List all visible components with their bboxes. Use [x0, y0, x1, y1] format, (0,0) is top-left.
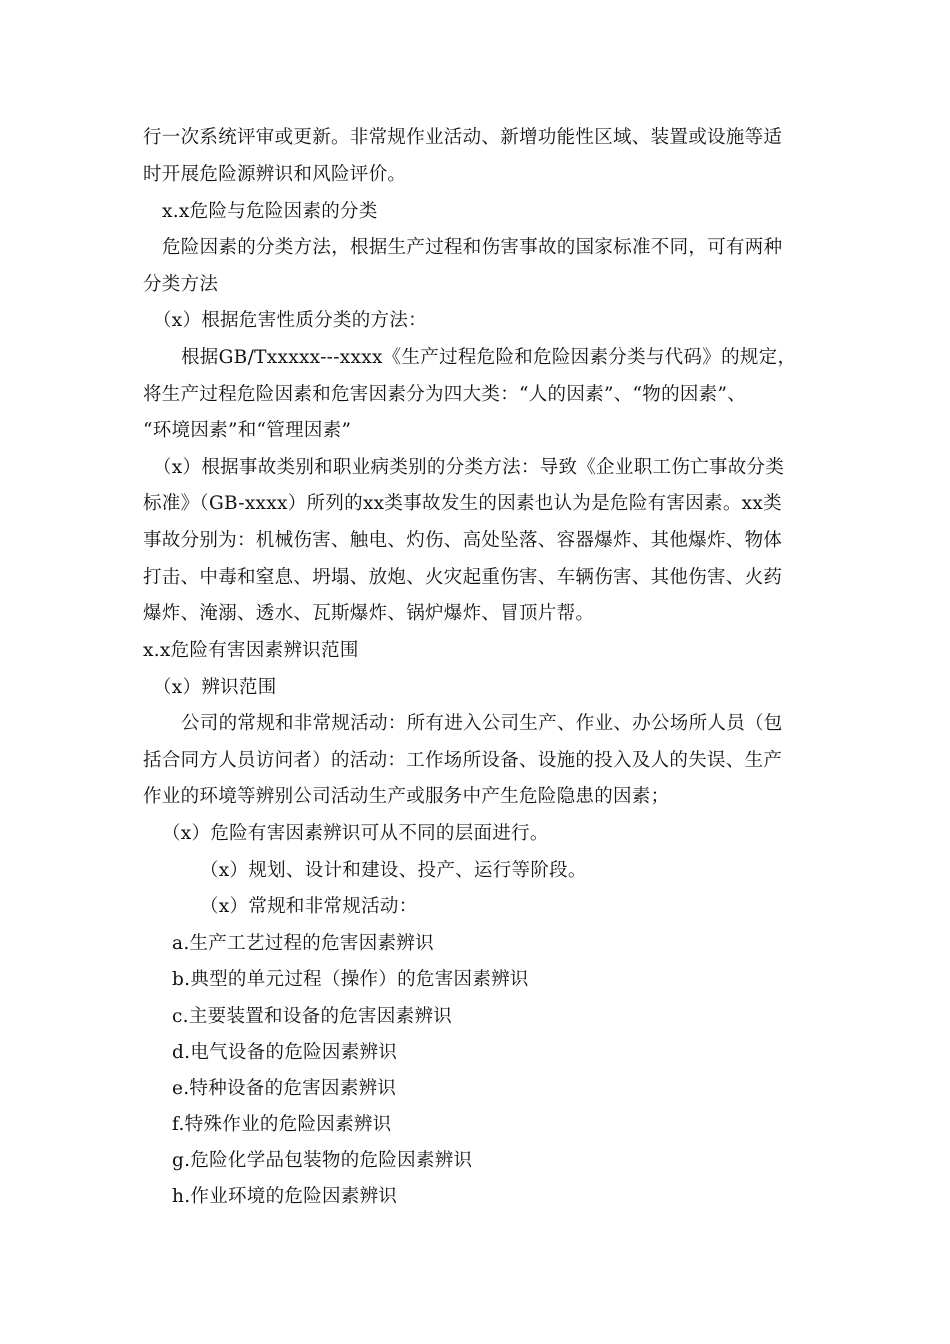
text-line-6: （x）根据危害性质分类的方法： [153, 310, 427, 331]
text-line-18: 括合同方人员访问者）的活动：工作场所设备、设施的投入及人的失误、生产 [143, 750, 783, 771]
list-item-f: f.特殊作业的危险因素辨识 [172, 1114, 392, 1135]
text-line-1: 行一次系统评审或更新。非常规作业活动、新增功能性区域、装置或设施等适 [143, 127, 783, 148]
text-line-9: “环境因素”和“管理因素” [143, 420, 352, 441]
text-line-7: 根据GB/Txxxxx---xxxx《生产过程危险和危险因素分类与代码》的规定， [181, 347, 797, 368]
text-line-11: 标准》（GB-xxxx）所列的xx类事故发生的因素也认为是危险有害因素。xx类 [143, 493, 782, 514]
text-line-13: 打击、中毒和窒息、坍塌、放炮、火灾起重伤害、车辆伤害、其他伤害、火药 [143, 567, 783, 588]
text-line-14: 爆炸、淹溺、透水、瓦斯爆炸、锅炉爆炸、冒顶片帮。 [143, 603, 595, 624]
list-item-c: c.主要装置和设备的危害因素辨识 [172, 1006, 453, 1027]
section-heading-classification: x.x危险与危险因素的分类 [162, 201, 378, 222]
list-item-g: g.危险化学品包装物的危险因素辨识 [172, 1150, 473, 1171]
text-line-12: 事故分别为：机械伤害、触电、灼伤、高处坠落、容器爆炸、其他爆炸、物体 [143, 530, 783, 551]
list-item-h: h.作业环境的危险因素辨识 [172, 1186, 398, 1207]
text-line-17: 公司的常规和非常规活动：所有进入公司生产、作业、办公场所人员（包 [181, 713, 783, 734]
text-line-22: （x）常规和非常规活动： [200, 896, 418, 917]
list-item-d: d.电气设备的危险因素辨识 [172, 1042, 398, 1063]
text-line-8: 将生产过程危险因素和危害因素分为四大类：“人的因素”、“物的因素”、 [143, 384, 747, 405]
list-item-a: a.生产工艺过程的危害因素辨识 [172, 933, 434, 954]
text-line-21: （x）规划、设计和建设、投产、运行等阶段。 [200, 860, 587, 881]
text-line-10: （x）根据事故类别和职业病类别的分类方法：导致《企业职工伤亡事故分类 [153, 457, 785, 478]
text-line-5: 分类方法 [143, 274, 219, 295]
text-line-19: 作业的环境等辨别公司活动生产或服务中产生危险隐患的因素； [143, 786, 670, 807]
text-line-20: （x）危险有害因素辨识可从不同的层面进行。 [162, 823, 549, 844]
section-heading-scope: x.x危险有害因素辨识范围 [143, 640, 359, 661]
text-line-16: （x）辨识范围 [153, 677, 277, 698]
text-line-2: 时开展危险源辨识和风险评价。 [143, 164, 407, 185]
text-line-4: 危险因素的分类方法，根据生产过程和伤害事故的国家标准不同，可有两种 [162, 237, 783, 258]
list-item-b: b.典型的单元过程（操作）的危害因素辨识 [172, 969, 529, 990]
list-item-e: e.特种设备的危害因素辨识 [172, 1078, 397, 1099]
